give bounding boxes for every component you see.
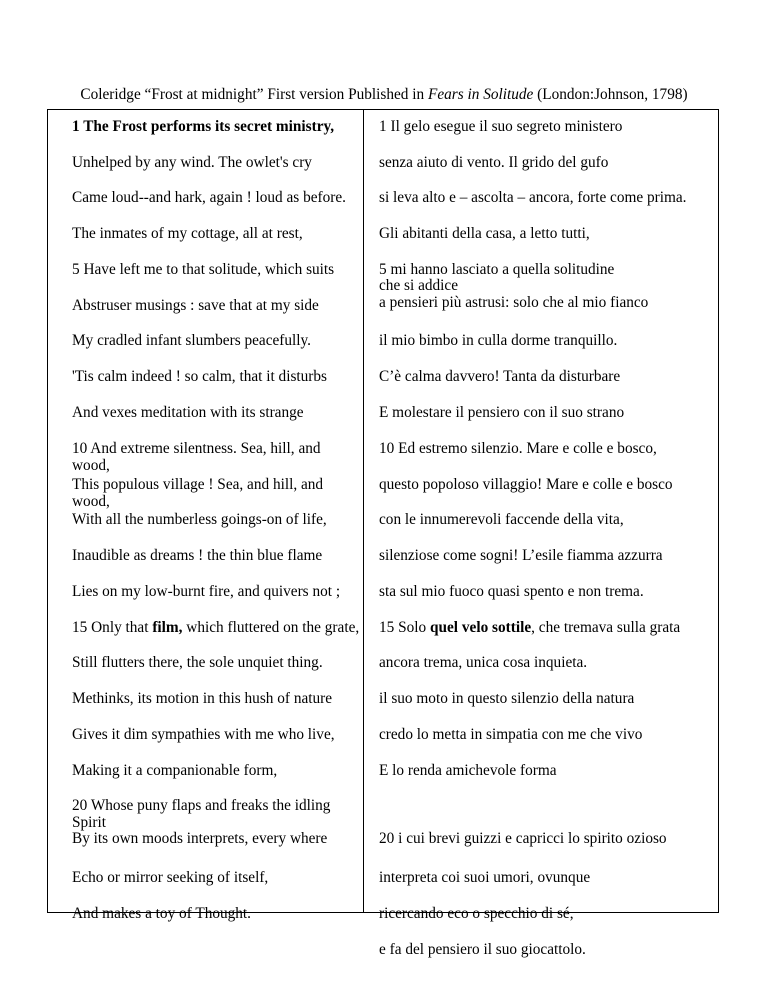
italian-line: 10 Ed estremo silenzio. Mare e colle e bosco,	[379, 440, 657, 457]
italian-line: C’è calma davvero! Tanta da disturbare	[379, 368, 621, 385]
english-line: Echo or mirror seeking of itself,	[72, 869, 269, 886]
english-line: My cradled infant slumbers peacefully.	[72, 332, 311, 349]
english-line: Lies on my low-burnt fire, and quivers not ;	[72, 583, 341, 600]
italian-line-text: , che tremava sulla grata	[531, 619, 681, 636]
italian-line: il mio bimbo in culla dorme tranquillo.	[379, 332, 618, 349]
italian-line: 5 mi hanno lasciato a quella solitudine	[379, 261, 615, 278]
english-line: Making it a companionable form,	[72, 762, 278, 779]
italian-line-emphasis: quel velo sottile	[430, 619, 532, 636]
italian-line: questo popoloso villaggio! Mare e colle e bosco	[379, 476, 673, 493]
english-line: The inmates of my cottage, all at rest,	[72, 225, 303, 242]
english-line: Inaudible as dreams ! the thin blue flame	[72, 547, 323, 564]
italian-line: il suo moto in questo silenzio della natura	[379, 690, 635, 707]
english-line: Spirit	[72, 814, 106, 831]
book-title: Fears in Solitude	[427, 86, 534, 103]
english-line: Still flutters there, the sole unquiet thing.	[72, 654, 323, 671]
italian-line: e fa del pensiero il suo giocattolo.	[379, 941, 586, 958]
english-line-text: 15 Only that	[72, 619, 153, 636]
italian-line-text: 15 Solo	[379, 619, 430, 636]
english-line: Unhelped by any wind. The owlet's cry	[72, 154, 312, 171]
italian-line: sta sul mio fuoco quasi spento e non trema.	[379, 583, 644, 600]
italian-line: 20 i cui brevi guizzi e capricci lo spirito ozioso	[379, 830, 667, 847]
italian-line: si leva alto e – ascolta – ancora, forte come prima.	[379, 189, 687, 206]
english-line: This populous village ! Sea, and hill, and wood,	[72, 476, 324, 510]
italian-line: senza aiuto di vento. Il grido del gufo	[379, 154, 609, 171]
italian-line: E molestare il pensiero con il suo strano	[379, 404, 625, 421]
english-line: 20 Whose puny flaps and freaks the idling	[72, 797, 331, 814]
english-line-text: which fluttered on the grate,	[182, 619, 360, 636]
italian-line	[379, 620, 709, 637]
italian-line: 1 Il gelo esegue il suo segreto ministero	[379, 118, 623, 135]
english-line: Came loud--and hark, again ! loud as before.	[72, 189, 346, 206]
heading-suffix: (London:Johnson, 1798)	[533, 86, 688, 103]
italian-line: interpreta coi suoi umori, ovunque	[379, 869, 591, 886]
english-line: 1 The Frost performs its secret ministry,	[72, 118, 335, 135]
italian-line: con le innumerevoli faccende della vita,	[379, 511, 624, 528]
english-line: By its own moods interprets, every where	[72, 830, 328, 847]
italian-line: silenziose come sogni! L’esile fiamma azzurra	[379, 547, 663, 564]
translation-table	[47, 109, 719, 958]
italian-line: a pensieri più astrusi: solo che al mio fianco	[379, 294, 649, 311]
italian-line: Gli abitanti della casa, a letto tutti,	[379, 225, 590, 242]
english-line: 10 And extreme silentness. Sea, hill, and wood,	[72, 440, 321, 474]
column-divider	[363, 110, 364, 912]
english-line: 'Tis calm indeed ! so calm, that it disturbs	[72, 368, 327, 385]
italian-line: che si addice	[379, 277, 458, 294]
document-heading	[0, 86, 768, 104]
english-line: And makes a toy of Thought.	[72, 905, 252, 922]
english-line: And vexes meditation with its strange	[72, 404, 304, 421]
english-line	[72, 620, 360, 637]
english-line-emphasis: film,	[152, 619, 183, 636]
english-line: Abstruser musings : save that at my side	[72, 297, 319, 314]
english-line: 5 Have left me to that solitude, which suits	[72, 261, 335, 278]
italian-line: ancora trema, unica cosa inquieta.	[379, 654, 588, 671]
english-line: Methinks, its motion in this hush of nature	[72, 690, 333, 707]
italian-line: E lo renda amichevole forma	[379, 762, 557, 779]
english-line: Gives it dim sympathies with me who live,	[72, 726, 335, 743]
italian-line: credo lo metta in simpatia con me che vivo	[379, 726, 643, 743]
heading-prefix: Coleridge “Frost at midnight” First version Published in	[80, 86, 428, 103]
italian-line: ricercando eco o specchio di sé,	[379, 905, 574, 922]
english-line: With all the numberless goings-on of life,	[72, 511, 327, 528]
